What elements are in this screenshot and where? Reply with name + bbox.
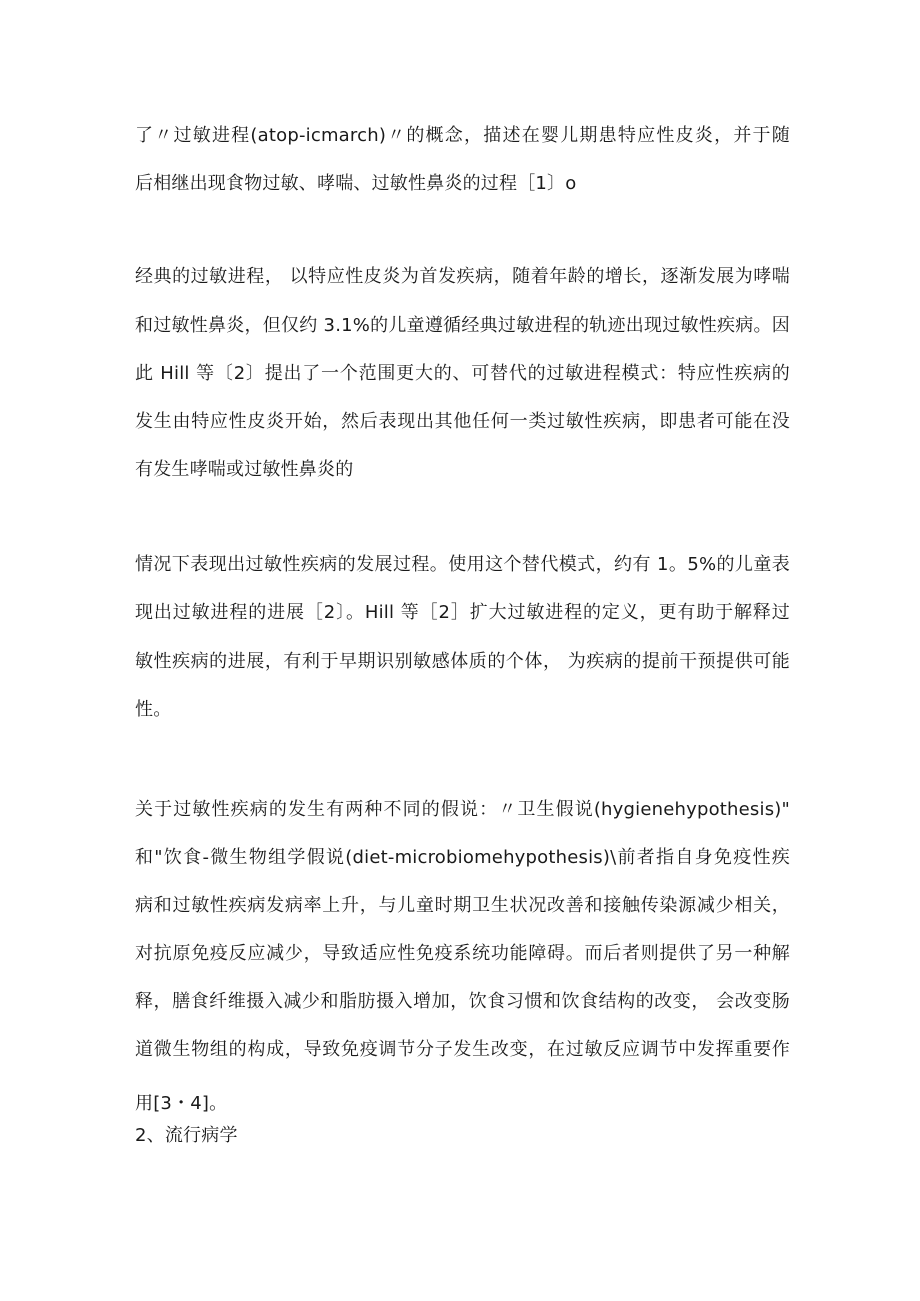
paragraph-line: 和"饮食-微生物组学假说(diet-microbiomehypothesis)\前者指自身免疫性疾	[135, 847, 790, 868]
paragraph-line: 释，膳食纤维摄入减少和脂肪摄入增加，饮食习惯和饮食结构的改变， 会改变肠	[135, 991, 790, 1012]
paragraph-line: 对抗原免疫反应减少，导致适应性免疫系统功能障碍。而后者则提供了另一种解	[135, 943, 790, 964]
paragraph-line: 情况下表现出过敏性疾病的发展过程。使用这个替代模式，约有 1。5%的儿童表	[135, 554, 790, 575]
paragraph-line: 现出过敏进程的进展［2〕。Hill 等［2］扩大过敏进程的定义，更有助于解释过	[135, 602, 790, 623]
paragraph-line: 发生由特应性皮炎开始，然后表现出其他任何一类过敏性疾病，即患者可能在没	[135, 411, 790, 432]
paragraph-line: 了〃过敏进程(atop-icmarch)〃的概念，描述在婴儿期患特应性皮炎，并于随	[135, 125, 790, 146]
paragraph-line: 性。	[135, 699, 172, 720]
paragraph-line: 敏性疾病的进展，有利于早期识别敏感体质的个体， 为疾病的提前干预提供可能	[135, 651, 790, 672]
paragraph-line: 道微生物组的构成，导致免疫调节分子发生改变，在过敏反应调节中发挥重要作	[135, 1039, 790, 1060]
paragraph-line: 此 Hill 等〔2〕提出了一个范围更大的、可替代的过敏进程模式：特应性疾病的	[135, 363, 790, 384]
paragraph-line: 经典的过敏进程， 以特应性皮炎为首发疾病，随着年龄的增长，逐渐发展为哮喘	[135, 266, 790, 287]
paragraph-line: 和过敏性鼻炎，但仅约 3.1%的儿童遵循经典过敏进程的轨迹出现过敏性疾病。因	[135, 315, 790, 336]
paragraph-line: 关于过敏性疾病的发生有两种不同的假说：〃卫生假说(hygienehypothesis)"	[135, 799, 790, 820]
paragraph-line: 后相继出现食物过敏、哮喘、过敏性鼻炎的过程［1〕o	[135, 173, 577, 194]
section-heading: 2、流行病学	[135, 1125, 238, 1146]
paragraph-line: 有发生哮喘或过敏性鼻炎的	[135, 459, 354, 480]
paragraph-line: 用[3・4]。	[135, 1093, 228, 1114]
paragraph-line: 病和过敏性疾病发病率上升，与儿童时期卫生状况改善和接触传染源减少相关，	[135, 895, 790, 916]
